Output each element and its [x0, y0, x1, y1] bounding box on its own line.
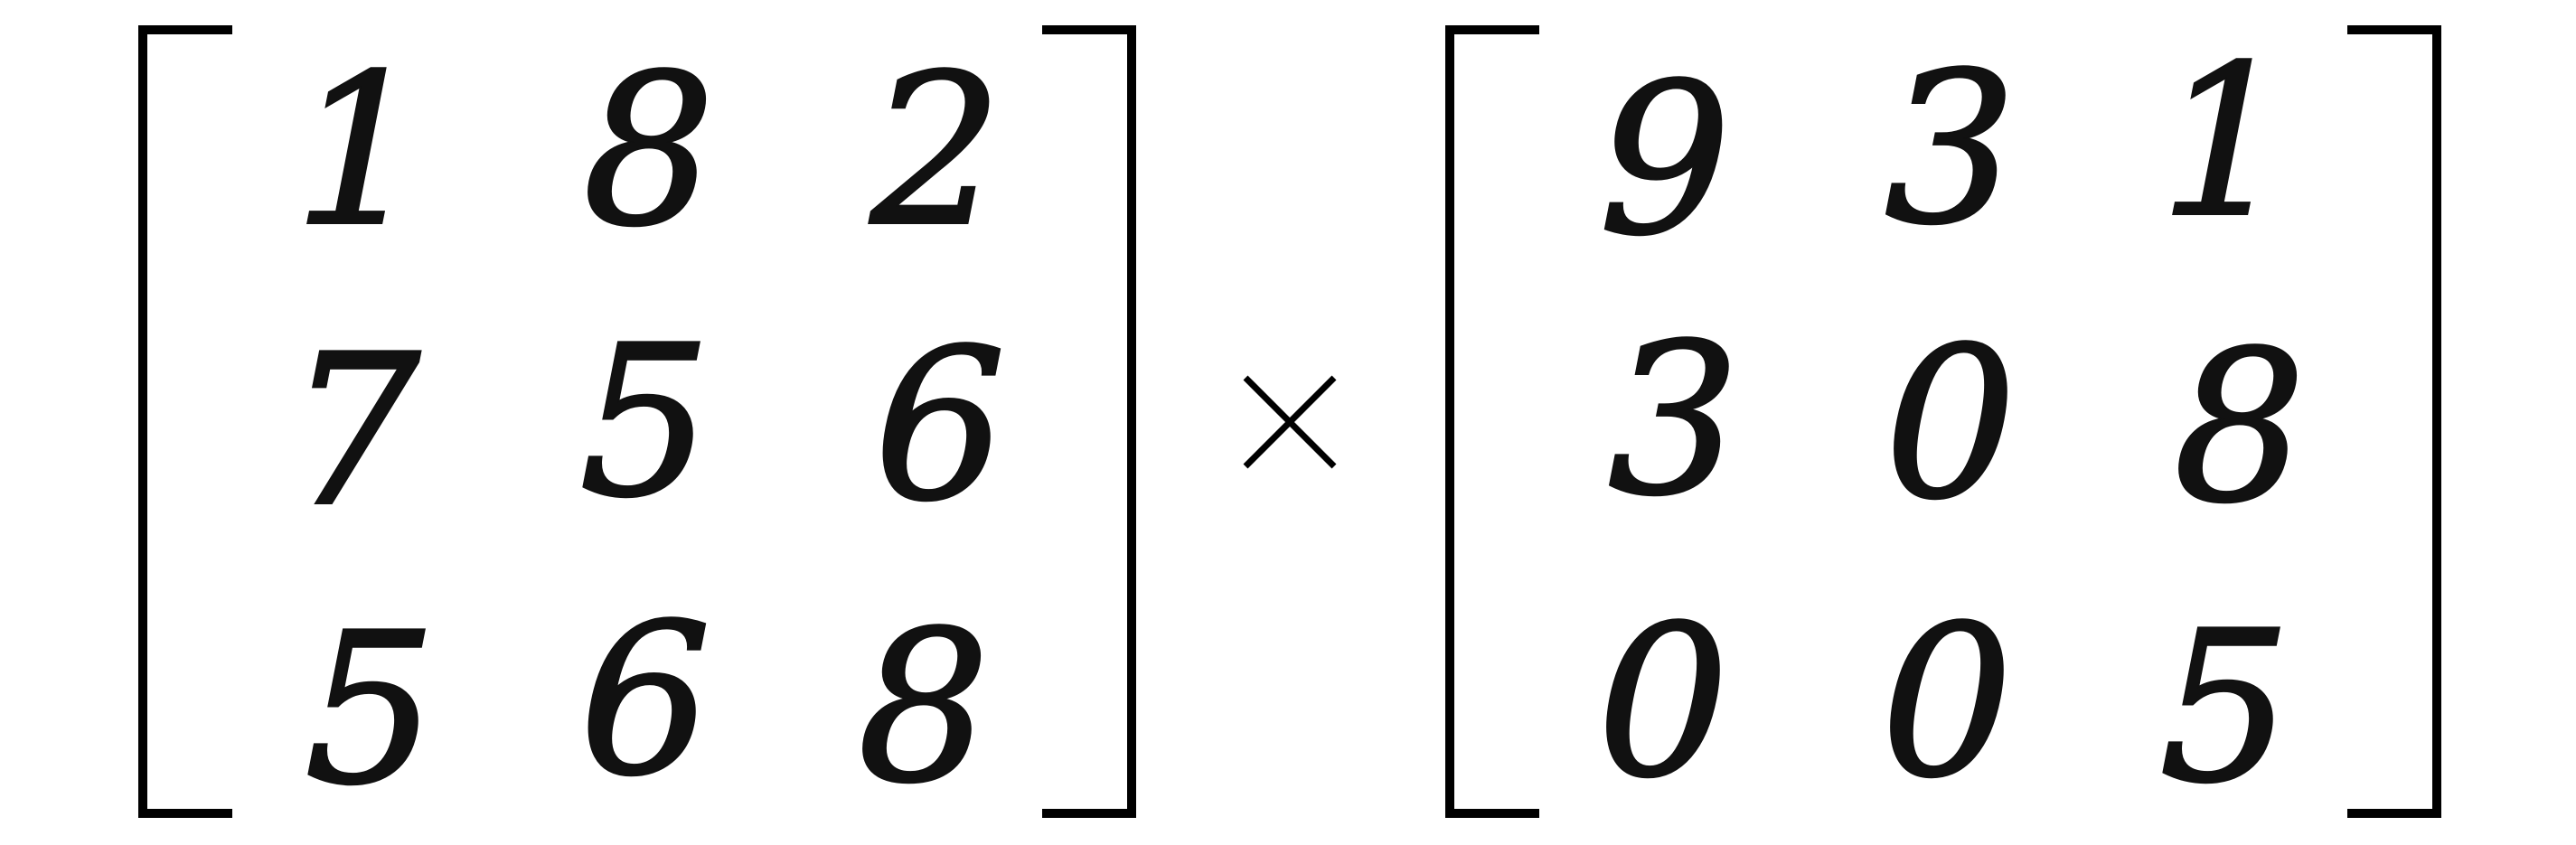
left-matrix-cell-r2c2: 5	[578, 302, 712, 544]
left-matrix-cell-r3c2: 6	[578, 580, 712, 822]
right-matrix-cell-r1c3: 1	[2158, 22, 2292, 264]
right-matrix-cell-r1c1: 9	[1598, 40, 1732, 282]
left-matrix-cell-r3c3: 8	[857, 587, 991, 830]
left-matrix-cell-r3c1: 5	[304, 589, 437, 831]
left-matrix-cell-r1c1: 1	[293, 31, 427, 273]
left-matrix-cell-r2c1: 7	[287, 311, 421, 553]
left-matrix-cell-r1c3: 2	[870, 31, 1003, 273]
right-matrix-close-bracket	[2352, 30, 2437, 813]
right-matrix-cell-r3c2: 0	[1880, 582, 2014, 824]
multiply-sign	[1246, 378, 1334, 466]
right-matrix	[1450, 23, 2437, 830]
left-matrix-open-bracket	[143, 30, 228, 813]
right-matrix-cell-r2c3: 8	[2173, 307, 2307, 549]
right-matrix-open-bracket	[1450, 30, 1535, 813]
right-matrix-cell-r3c1: 0	[1596, 582, 1730, 824]
left-matrix-cell-r1c2: 8	[582, 31, 716, 273]
right-matrix-cell-r3c3: 5	[2158, 587, 2292, 830]
left-matrix-cell-r2c3: 6	[873, 305, 1007, 548]
left-matrix-close-bracket	[1047, 30, 1132, 813]
left-matrix	[143, 30, 1132, 831]
right-matrix-cell-r2c1: 3	[1607, 300, 1741, 542]
right-matrix-cell-r1c2: 3	[1884, 29, 2017, 271]
right-matrix-cell-r2c2: 0	[1884, 304, 2017, 546]
